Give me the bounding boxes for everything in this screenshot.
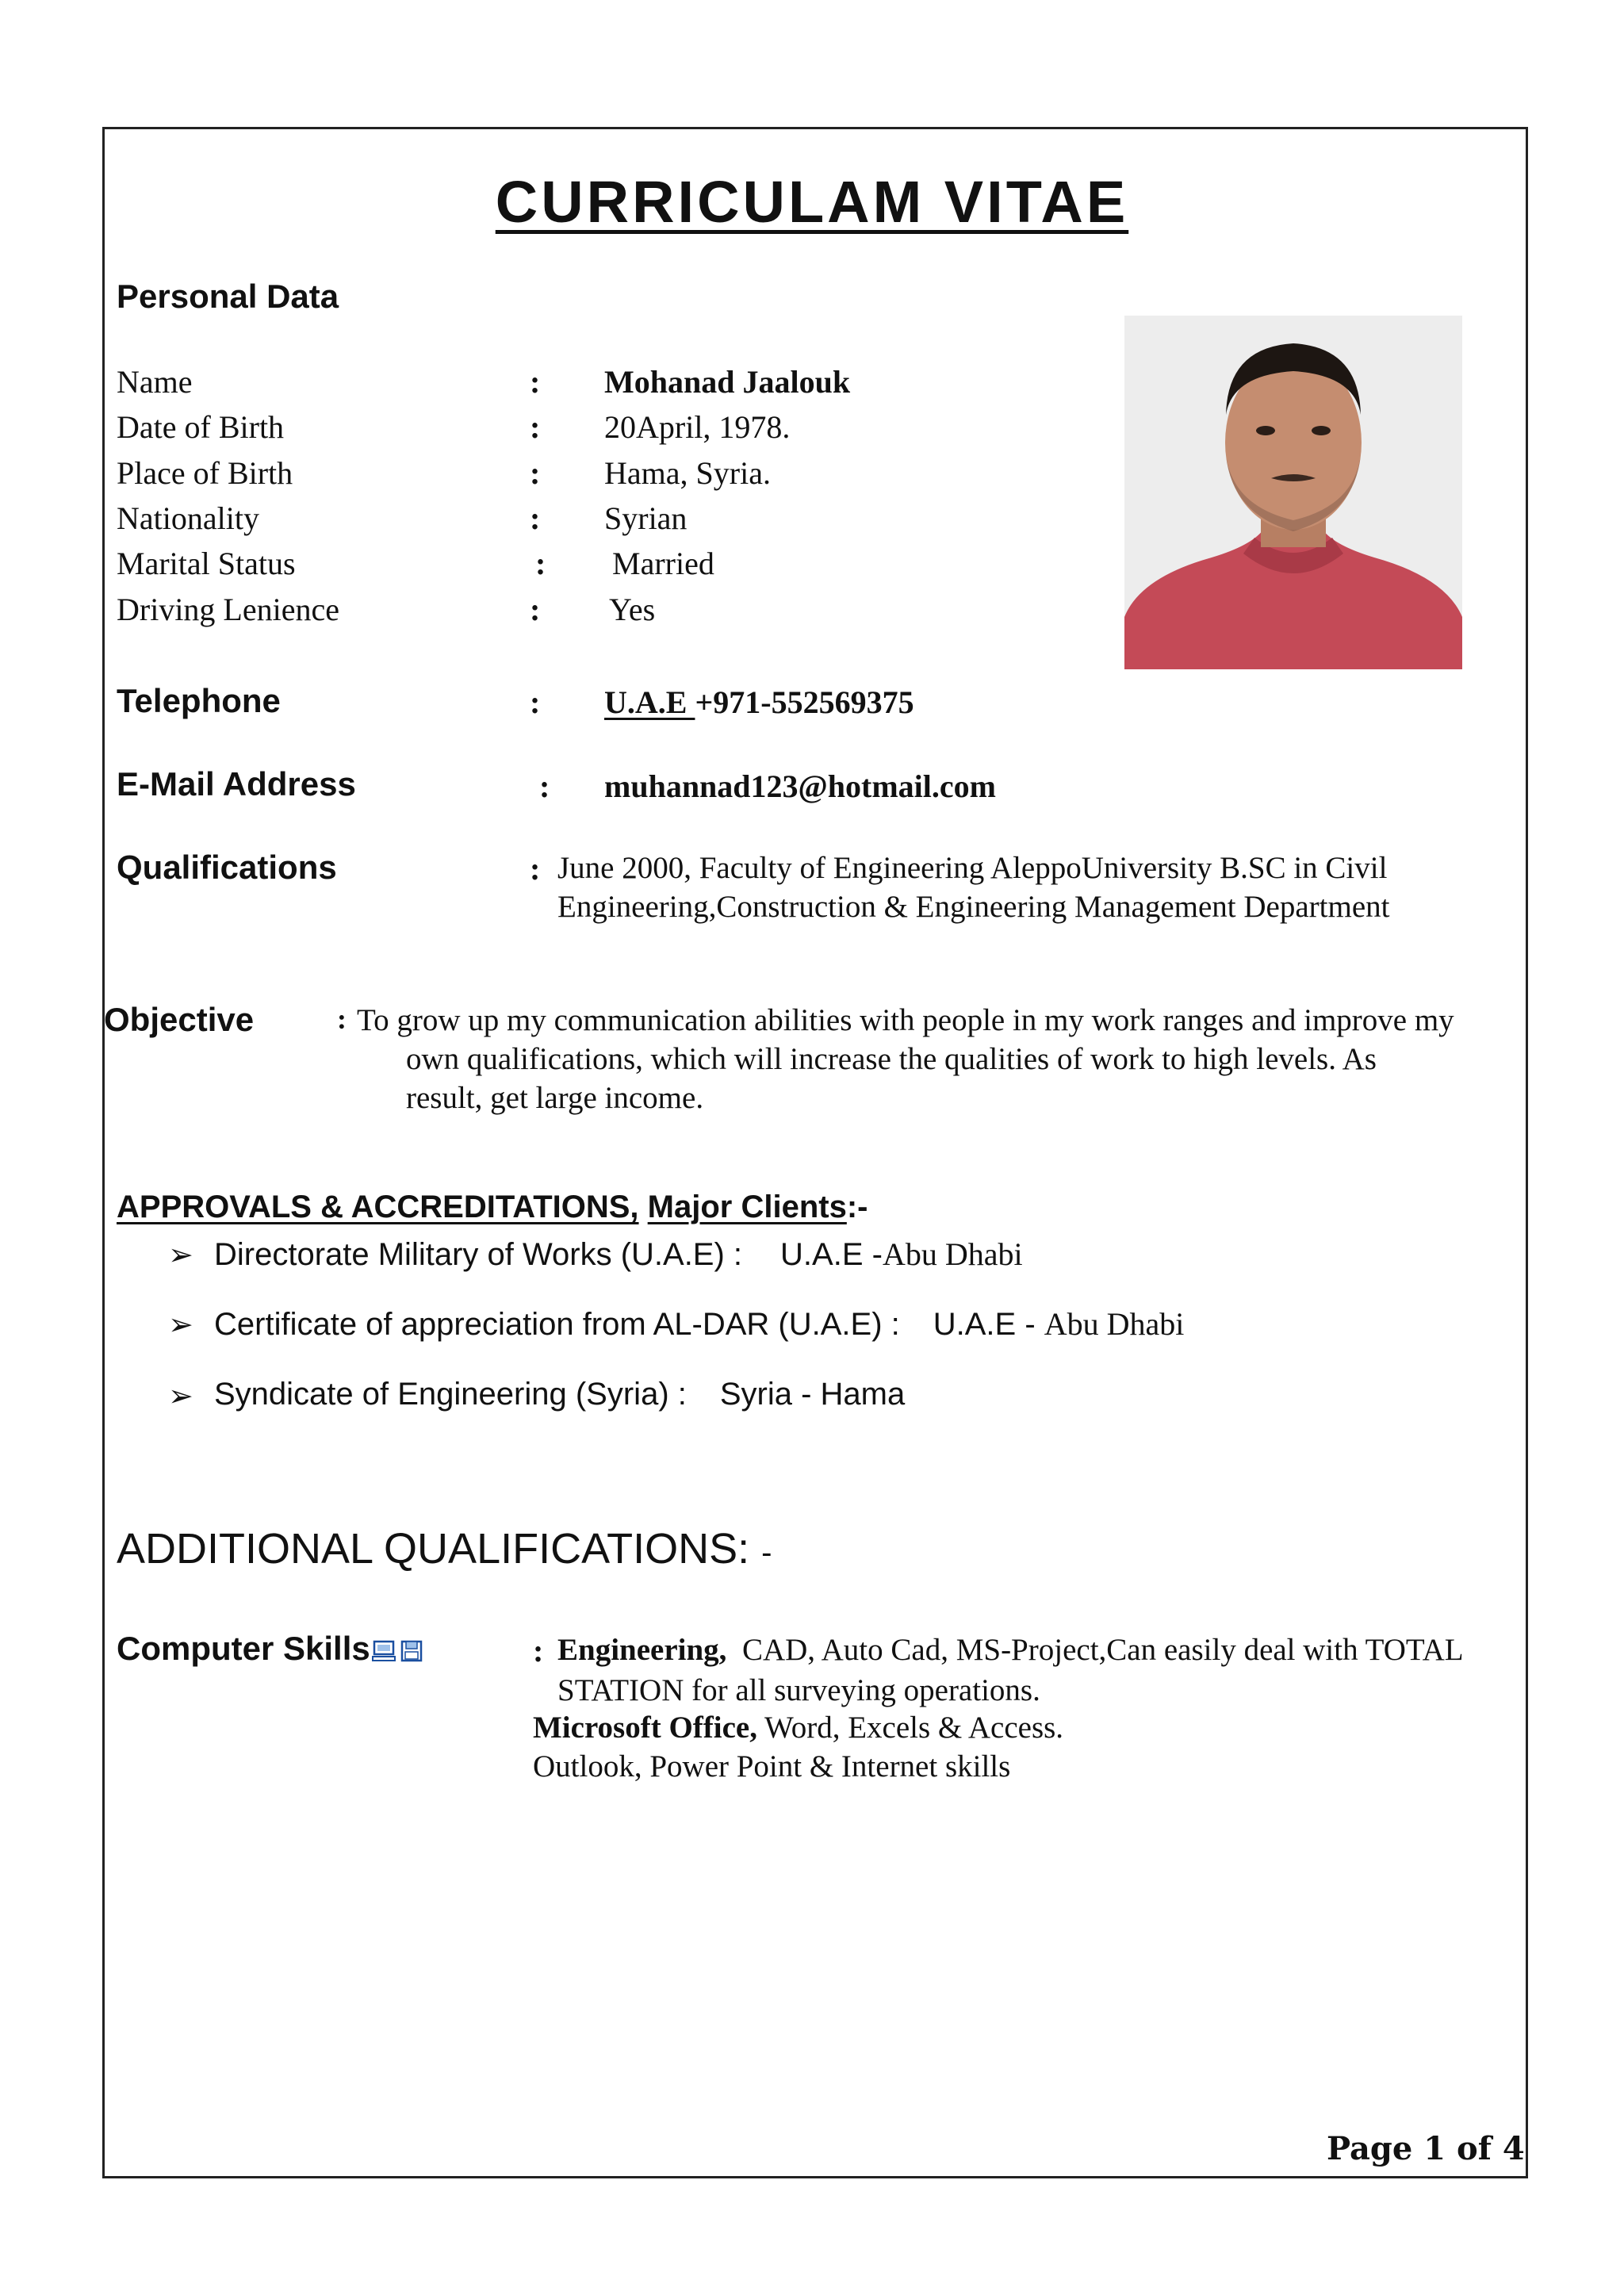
page-title: CURRICULAM VITAE	[495, 169, 1129, 235]
office-text: Word, Excels & Access.	[764, 1711, 1064, 1745]
pob-value: Hama, Syria.	[604, 455, 771, 491]
approval-item-1	[214, 1236, 1023, 1273]
approval-item-text: Certificate of appreciation from AL-DAR (U.A.E) :	[214, 1307, 900, 1342]
engineering-bold: Engineering,	[557, 1633, 727, 1667]
computer-icon	[372, 1632, 396, 1670]
computer-office-line-2: Outlook, Power Point & Internet skills	[533, 1749, 1011, 1784]
colon: :	[539, 768, 550, 804]
objective-line-3: result, get large income.	[406, 1081, 704, 1115]
telephone-number: +971-552569375	[695, 684, 914, 720]
approval-item-location: U.A.E -	[780, 1237, 883, 1272]
objective-line-1: To grow up my communication abilities with people in my work ranges and improve my	[357, 1003, 1454, 1037]
driving-label: Driving Lenience	[117, 592, 339, 627]
colon: :	[530, 409, 541, 445]
approval-item-text: Syndicate of Engineering (Syria) :	[214, 1377, 687, 1412]
additional-heading-dash: -	[761, 1535, 772, 1570]
marital-status-label: Marital Status	[117, 546, 296, 581]
computer-engineering-line-1	[557, 1630, 1464, 1669]
name-value: Mohanad Jaalouk	[604, 364, 851, 400]
approval-item-location: U.A.E -	[933, 1307, 1036, 1342]
bullet-arrow-icon: ➢	[168, 1237, 193, 1272]
colon: :	[530, 455, 541, 491]
bullet-arrow-icon: ➢	[168, 1378, 193, 1413]
pob-label: Place of Birth	[117, 455, 293, 491]
additional-qualifications-heading	[117, 1524, 772, 1573]
colon: :	[530, 851, 541, 887]
email-value[interactable]: muhannad123@hotmail.com	[604, 768, 996, 804]
colon: :	[530, 500, 541, 536]
approvals-heading-c: :-	[846, 1190, 868, 1224]
objective-label: Objective	[104, 1001, 255, 1038]
computer-office-line-1	[533, 1708, 1063, 1747]
approval-item-city: Abu Dhabi	[882, 1236, 1023, 1272]
approvals-heading	[117, 1190, 868, 1225]
email-label: E-Mail Address	[117, 765, 356, 803]
profile-photo	[1124, 316, 1462, 669]
telephone-value	[604, 684, 914, 721]
computer-engineering-line-2: STATION for all surveying operations.	[557, 1673, 1040, 1707]
colon: :	[530, 684, 541, 720]
colon: :	[337, 1003, 347, 1035]
computer-skills-label	[117, 1630, 423, 1670]
marital-status-value: Married	[612, 546, 714, 581]
approvals-heading-a: APPROVALS & ACCREDITATIONS,	[117, 1190, 639, 1224]
qualifications-line-1: June 2000, Faculty of Engineering AleppoUniversity B.SC in Civil	[557, 851, 1388, 885]
approval-item-2	[214, 1305, 1184, 1343]
engineering-text: CAD, Auto Cad, MS-Project,Can easily deal with TOTAL	[741, 1633, 1464, 1667]
telephone-country: U.A.E	[604, 684, 695, 720]
additional-heading-text: ADDITIONAL QUALIFICATIONS:	[117, 1525, 750, 1573]
dob-label: Date of Birth	[117, 409, 285, 445]
personal-data-heading: Personal Data	[117, 278, 339, 315]
approval-item-location: Syria - Hama	[719, 1377, 906, 1412]
nationality-value: Syrian	[604, 500, 688, 536]
telephone-label: Telephone	[117, 682, 281, 719]
bullet-arrow-icon: ➢	[168, 1307, 193, 1342]
colon: :	[530, 364, 541, 400]
page-number: Page 1 of 4	[1327, 2130, 1525, 2167]
qualifications-label: Qualifications	[117, 849, 337, 886]
nationality-label: Nationality	[117, 500, 259, 536]
colon: :	[533, 1633, 544, 1669]
approval-item-city: Abu Dhabi	[1044, 1306, 1185, 1342]
name-label: Name	[117, 364, 193, 400]
colon: :	[530, 592, 541, 627]
colon: :	[535, 546, 546, 581]
qualifications-line-2: Engineering,Construction & Engineering Management Department	[557, 890, 1390, 924]
approvals-heading-b: Major Clients	[647, 1190, 847, 1224]
floppy-disk-icon	[400, 1632, 423, 1670]
office-bold: Microsoft Office,	[533, 1711, 757, 1745]
computer-skills-text: Computer Skills	[117, 1630, 370, 1667]
driving-value: Yes	[609, 592, 656, 627]
objective-line-2: own qualifications, which will increase the qualities of work to high levels. As	[406, 1042, 1377, 1076]
approval-item-text: Directorate Military of Works (U.A.E) :	[214, 1237, 743, 1272]
dob-value: 20April, 1978.	[604, 409, 791, 445]
approval-item-3	[214, 1377, 905, 1412]
